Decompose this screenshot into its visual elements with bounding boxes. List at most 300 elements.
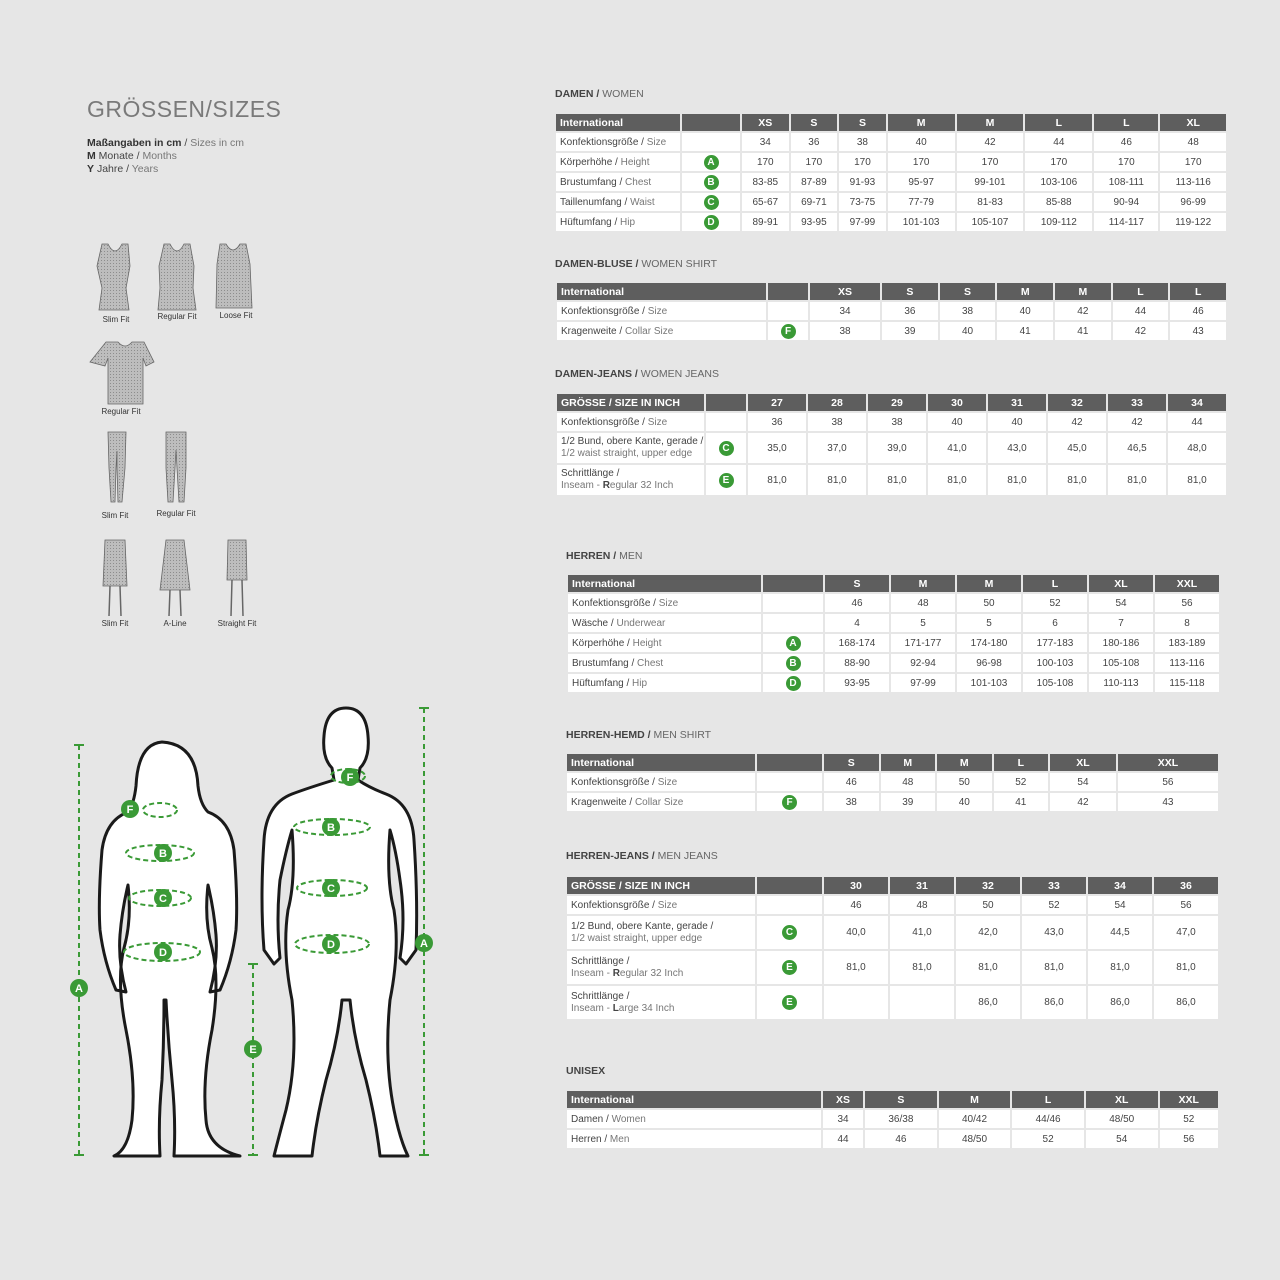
- measure-marker-cell: [757, 896, 822, 914]
- value-cell: 39: [882, 322, 938, 340]
- value-cell: 101-103: [888, 213, 955, 231]
- row-label: Herren / Men: [567, 1130, 821, 1148]
- value-cell: 69-71: [791, 193, 838, 211]
- row-label: Hüftumfang / Hip: [556, 213, 680, 231]
- header-cell: XL: [1160, 114, 1226, 131]
- header-cell: International: [556, 114, 680, 131]
- marker-a-icon: A: [704, 155, 719, 170]
- header-cell: International: [557, 283, 766, 300]
- header-cell: L: [1094, 114, 1158, 131]
- value-cell: 81,0: [956, 951, 1020, 984]
- table-row: [568, 614, 1219, 632]
- size-table-damen: [554, 112, 1228, 233]
- value-cell: 91-93: [839, 173, 886, 191]
- size-table-damen-jeans: [555, 392, 1228, 497]
- value-cell: 56: [1155, 594, 1219, 612]
- row-label: Kragenweite / Collar Size: [557, 322, 766, 340]
- value-cell: 40: [940, 322, 996, 340]
- row-label: Konfektionsgröße / Size: [567, 896, 755, 914]
- size-table-herren-jeans: [565, 875, 1220, 1021]
- row-label: Kragenweite / Collar Size: [567, 793, 755, 811]
- header-cell: XL: [1089, 575, 1153, 592]
- table-row: [557, 465, 1226, 495]
- row-label: Taillenumfang / Waist: [556, 193, 680, 211]
- value-cell: 81,0: [988, 465, 1046, 495]
- value-cell: 48: [1160, 133, 1226, 151]
- value-cell: 46: [824, 773, 879, 791]
- value-cell: 42: [1050, 793, 1116, 811]
- row-label: Damen / Women: [567, 1110, 821, 1128]
- value-cell: 52: [1160, 1110, 1218, 1128]
- value-cell: 90-94: [1094, 193, 1158, 211]
- value-cell: 109-112: [1025, 213, 1092, 231]
- value-cell: 36/38: [865, 1110, 937, 1128]
- value-cell: 92-94: [891, 654, 955, 672]
- tank-top-regular-icon: [158, 244, 196, 310]
- table-row: [557, 433, 1226, 463]
- value-cell: 48/50: [939, 1130, 1011, 1148]
- man-silhouette-icon: [262, 708, 417, 1156]
- value-cell: 43: [1170, 322, 1226, 340]
- value-cell: 43,0: [988, 433, 1046, 463]
- value-cell: 46: [1170, 302, 1226, 320]
- value-cell: 41,0: [928, 433, 986, 463]
- row-label: 1/2 Bund, obere Kante, gerade / 1/2 waist straight, upper edge: [567, 916, 755, 949]
- measure-marker-cell: [682, 193, 740, 211]
- value-cell: 174-180: [957, 634, 1021, 652]
- value-cell: 52: [1012, 1130, 1084, 1148]
- header-cell: S: [865, 1091, 937, 1108]
- value-cell: 43,0: [1022, 916, 1086, 949]
- header-cell: S: [940, 283, 996, 300]
- header-cell: 33: [1022, 877, 1086, 894]
- table-header-row: [567, 754, 1218, 771]
- measure-marker-cell: [763, 594, 823, 612]
- value-cell: 96-98: [957, 654, 1021, 672]
- value-cell: 100-103: [1023, 654, 1087, 672]
- table-header-row: [568, 575, 1219, 592]
- value-cell: 170: [791, 153, 838, 171]
- value-cell: 81,0: [824, 951, 888, 984]
- value-cell: 39,0: [868, 433, 926, 463]
- garment-label: Regular Fit: [156, 509, 196, 518]
- marker-c-icon: C: [719, 441, 734, 456]
- header-cell: XXL: [1118, 754, 1218, 771]
- value-cell: 183-189: [1155, 634, 1219, 652]
- value-cell: 81,0: [1048, 465, 1106, 495]
- marker-b-icon: B: [786, 656, 801, 671]
- pants-slim-icon: [108, 432, 126, 502]
- value-cell: 44: [1168, 413, 1226, 431]
- marker-f-icon: F: [781, 324, 796, 339]
- value-cell: 5: [957, 614, 1021, 632]
- value-cell: 50: [956, 896, 1020, 914]
- value-cell: 36: [791, 133, 838, 151]
- value-cell: 56: [1154, 896, 1218, 914]
- value-cell: 81,0: [1168, 465, 1226, 495]
- value-cell: 46: [824, 896, 888, 914]
- value-cell: 101-103: [957, 674, 1021, 692]
- value-cell: 38: [940, 302, 996, 320]
- row-label: Schrittlänge / Inseam - Regular 32 Inch: [567, 951, 755, 984]
- value-cell: 36: [882, 302, 938, 320]
- value-cell: 99-101: [957, 173, 1024, 191]
- value-cell: 46: [1094, 133, 1158, 151]
- value-cell: 35,0: [748, 433, 806, 463]
- table-row: [567, 896, 1218, 914]
- value-cell: 177-183: [1023, 634, 1087, 652]
- header-cell: L: [1025, 114, 1092, 131]
- value-cell: 52: [1023, 594, 1087, 612]
- svg-text:C: C: [159, 893, 167, 905]
- garment-label: Straight Fit: [217, 619, 257, 628]
- value-cell: 41: [1055, 322, 1111, 340]
- header-cell: L: [1113, 283, 1169, 300]
- value-cell: 47,0: [1154, 916, 1218, 949]
- value-cell: [824, 986, 888, 1019]
- header-cell: 29: [868, 394, 926, 411]
- value-cell: 54: [1050, 773, 1116, 791]
- svg-text:D: D: [327, 939, 335, 951]
- header-cell: M: [937, 754, 992, 771]
- table-row: [568, 674, 1219, 692]
- value-cell: 65-67: [742, 193, 789, 211]
- header-cell: M: [881, 754, 936, 771]
- header-cell: XS: [742, 114, 789, 131]
- body-measurement-figures: [60, 700, 460, 1170]
- value-cell: 77-79: [888, 193, 955, 211]
- svg-text:F: F: [346, 772, 354, 784]
- header-cell: M: [997, 283, 1053, 300]
- value-cell: 73-75: [839, 193, 886, 211]
- header-cell: [768, 283, 808, 300]
- value-cell: 41,0: [890, 916, 954, 949]
- row-label: Brustumfang / Chest: [556, 173, 680, 191]
- header-cell: M: [888, 114, 955, 131]
- measure-marker-cell: [757, 793, 822, 811]
- header-cell: M: [939, 1091, 1011, 1108]
- header-cell: S: [825, 575, 889, 592]
- value-cell: 56: [1160, 1130, 1218, 1148]
- header-cell: XS: [810, 283, 880, 300]
- section-title-damen-bluse: DAMEN-BLUSE / WOMEN SHIRT: [555, 258, 717, 270]
- garment-label: Regular Fit: [101, 407, 141, 416]
- size-table-herren-hemd: [565, 752, 1220, 813]
- header-cell: M: [957, 575, 1021, 592]
- value-cell: 105-108: [1089, 654, 1153, 672]
- header-cell: [706, 394, 746, 411]
- garment-illustrations: [80, 236, 280, 636]
- row-label: Brustumfang / Chest: [568, 654, 761, 672]
- table-row: [556, 173, 1226, 191]
- value-cell: 42: [1108, 413, 1166, 431]
- value-cell: 81-83: [957, 193, 1024, 211]
- value-cell: 5: [891, 614, 955, 632]
- marker-d-icon: D: [786, 676, 801, 691]
- value-cell: 54: [1086, 1130, 1158, 1148]
- header-cell: S: [791, 114, 838, 131]
- garment-label: Slim Fit: [101, 619, 129, 628]
- value-cell: 48,0: [1168, 433, 1226, 463]
- header-cell: 31: [988, 394, 1046, 411]
- value-cell: [890, 986, 954, 1019]
- table-header-row: [557, 394, 1226, 411]
- header-cell: International: [568, 575, 761, 592]
- header-cell: 31: [890, 877, 954, 894]
- value-cell: 4: [825, 614, 889, 632]
- section-title-herren-hemd: HERREN-HEMD / MEN SHIRT: [566, 729, 712, 741]
- table-header-row: [557, 283, 1226, 300]
- header-cell: S: [824, 754, 879, 771]
- value-cell: 81,0: [808, 465, 866, 495]
- value-cell: 108-111: [1094, 173, 1158, 191]
- table-row: [567, 916, 1218, 949]
- section-title-damen: DAMEN / WOMEN: [555, 88, 644, 100]
- value-cell: 42: [1055, 302, 1111, 320]
- row-label: 1/2 Bund, obere Kante, gerade / 1/2 waist straight, upper edge: [557, 433, 704, 463]
- table-row: [567, 773, 1218, 791]
- value-cell: 36: [748, 413, 806, 431]
- row-label: Konfektionsgröße / Size: [568, 594, 761, 612]
- table-row: [556, 153, 1226, 171]
- svg-text:A: A: [420, 938, 428, 950]
- marker-c-icon: C: [704, 195, 719, 210]
- legend-months: M Monate / Months: [87, 150, 177, 162]
- row-label: Körperhöhe / Height: [568, 634, 761, 652]
- svg-text:A: A: [75, 983, 83, 995]
- value-cell: 171-177: [891, 634, 955, 652]
- value-cell: 86,0: [1154, 986, 1218, 1019]
- garment-label: Regular Fit: [157, 312, 197, 321]
- table-row: [556, 193, 1226, 211]
- header-cell: 27: [748, 394, 806, 411]
- value-cell: 43: [1118, 793, 1218, 811]
- row-label: Körperhöhe / Height: [556, 153, 680, 171]
- page-title: GRÖSSEN/SIZES: [87, 96, 282, 122]
- value-cell: 54: [1089, 594, 1153, 612]
- value-cell: 42: [957, 133, 1024, 151]
- header-cell: 28: [808, 394, 866, 411]
- table-row: [568, 654, 1219, 672]
- measure-marker-cell: [763, 614, 823, 632]
- marker-e-icon: E: [782, 995, 797, 1010]
- value-cell: 46,5: [1108, 433, 1166, 463]
- header-cell: 30: [824, 877, 888, 894]
- value-cell: 170: [1025, 153, 1092, 171]
- header-cell: 32: [1048, 394, 1106, 411]
- marker-b-icon: B: [704, 175, 719, 190]
- value-cell: 42,0: [956, 916, 1020, 949]
- header-cell: 30: [928, 394, 986, 411]
- table-row: [557, 413, 1226, 431]
- header-cell: XS: [823, 1091, 863, 1108]
- value-cell: 44/46: [1012, 1110, 1084, 1128]
- garment-label: A-Line: [163, 619, 187, 628]
- tshirt-regular-icon: [90, 342, 154, 404]
- row-label: Schrittlänge / Inseam - Regular 32 Inch: [557, 465, 704, 495]
- row-label: Schrittlänge / Inseam - Large 34 Inch: [567, 986, 755, 1019]
- size-table-herren: [566, 573, 1221, 694]
- header-cell: International: [567, 1091, 821, 1108]
- value-cell: 97-99: [839, 213, 886, 231]
- value-cell: 44,5: [1088, 916, 1152, 949]
- header-cell: L: [1023, 575, 1087, 592]
- value-cell: 110-113: [1089, 674, 1153, 692]
- value-cell: 81,0: [1108, 465, 1166, 495]
- table-row: [567, 1130, 1218, 1148]
- value-cell: 38: [810, 322, 880, 340]
- value-cell: 48/50: [1086, 1110, 1158, 1128]
- garment-label: Slim Fit: [102, 315, 130, 324]
- value-cell: 50: [937, 773, 992, 791]
- value-cell: 37,0: [808, 433, 866, 463]
- value-cell: 56: [1118, 773, 1218, 791]
- tank-top-loose-icon: [216, 244, 252, 308]
- value-cell: 40: [928, 413, 986, 431]
- value-cell: 85-88: [1025, 193, 1092, 211]
- row-label: Wäsche / Underwear: [568, 614, 761, 632]
- skirt-slim-icon: [103, 540, 127, 616]
- marker-e-icon: E: [719, 473, 734, 488]
- value-cell: 45,0: [1048, 433, 1106, 463]
- value-cell: 48: [891, 594, 955, 612]
- measure-marker-cell: [757, 773, 822, 791]
- value-cell: 38: [808, 413, 866, 431]
- table-row: [567, 793, 1218, 811]
- table-header-row: [567, 877, 1218, 894]
- value-cell: 86,0: [1088, 986, 1152, 1019]
- value-cell: 170: [1160, 153, 1226, 171]
- value-cell: 81,0: [868, 465, 926, 495]
- header-cell: 36: [1154, 877, 1218, 894]
- svg-text:F: F: [126, 804, 134, 816]
- value-cell: 38: [824, 793, 879, 811]
- header-cell: International: [567, 754, 755, 771]
- marker-d-icon: D: [704, 215, 719, 230]
- skirt-a-line-icon: [160, 540, 190, 616]
- measure-marker-cell: [757, 916, 822, 949]
- value-cell: 34: [742, 133, 789, 151]
- value-cell: 93-95: [791, 213, 838, 231]
- svg-text:B: B: [327, 822, 335, 834]
- svg-text:C: C: [327, 883, 335, 895]
- header-cell: 32: [956, 877, 1020, 894]
- value-cell: 168-174: [825, 634, 889, 652]
- value-cell: 81,0: [1088, 951, 1152, 984]
- value-cell: 115-118: [1155, 674, 1219, 692]
- section-title-herren: HERREN / MEN: [566, 550, 643, 562]
- value-cell: 81,0: [1022, 951, 1086, 984]
- value-cell: 105-107: [957, 213, 1024, 231]
- value-cell: 81,0: [928, 465, 986, 495]
- value-cell: 38: [868, 413, 926, 431]
- tank-top-slim-icon: [97, 244, 130, 310]
- table-row: [567, 951, 1218, 984]
- header-cell: [763, 575, 823, 592]
- legend-units: Maßangaben in cm / Sizes in cm: [87, 137, 244, 149]
- value-cell: 103-106: [1025, 173, 1092, 191]
- table-row: [568, 594, 1219, 612]
- header-cell: [757, 754, 822, 771]
- value-cell: 97-99: [891, 674, 955, 692]
- header-cell: GRÖSSE / SIZE IN INCH: [567, 877, 755, 894]
- value-cell: 170: [742, 153, 789, 171]
- value-cell: 113-116: [1160, 173, 1226, 191]
- measure-marker-cell: [682, 213, 740, 231]
- legend-years: Y Jahre / Years: [87, 163, 159, 175]
- header-cell: M: [1055, 283, 1111, 300]
- row-label: Konfektionsgröße / Size: [557, 302, 766, 320]
- header-cell: [682, 114, 740, 131]
- value-cell: 8: [1155, 614, 1219, 632]
- row-label: Konfektionsgröße / Size: [567, 773, 755, 791]
- header-cell: M: [957, 114, 1024, 131]
- value-cell: 40: [997, 302, 1053, 320]
- measure-marker-cell: [682, 173, 740, 191]
- value-cell: 41: [994, 793, 1049, 811]
- value-cell: 34: [823, 1110, 863, 1128]
- measure-marker-cell: [763, 674, 823, 692]
- value-cell: 113-116: [1155, 654, 1219, 672]
- measure-marker-cell: [706, 413, 746, 431]
- value-cell: 42: [1113, 322, 1169, 340]
- svg-text:E: E: [249, 1044, 257, 1056]
- header-cell: XL: [1086, 1091, 1158, 1108]
- value-cell: 39: [881, 793, 936, 811]
- value-cell: 6: [1023, 614, 1087, 632]
- value-cell: 105-108: [1023, 674, 1087, 692]
- value-cell: 170: [839, 153, 886, 171]
- value-cell: 7: [1089, 614, 1153, 632]
- value-cell: 40: [988, 413, 1046, 431]
- marker-c-icon: C: [782, 925, 797, 940]
- value-cell: 89-91: [742, 213, 789, 231]
- value-cell: 81,0: [890, 951, 954, 984]
- measure-marker-cell: [768, 302, 808, 320]
- size-table-unisex: [565, 1089, 1220, 1150]
- measure-marker-cell: [757, 986, 822, 1019]
- header-cell: GRÖSSE / SIZE IN INCH: [557, 394, 704, 411]
- row-label: Konfektionsgröße / Size: [557, 413, 704, 431]
- measure-marker-cell: [682, 133, 740, 151]
- value-cell: 170: [1094, 153, 1158, 171]
- header-cell: 34: [1088, 877, 1152, 894]
- table-row: [568, 634, 1219, 652]
- value-cell: 119-122: [1160, 213, 1226, 231]
- section-title-unisex: UNISEX: [566, 1065, 606, 1077]
- value-cell: 48: [890, 896, 954, 914]
- value-cell: 114-117: [1094, 213, 1158, 231]
- header-cell: L: [994, 754, 1049, 771]
- header-cell: 34: [1168, 394, 1226, 411]
- value-cell: 54: [1088, 896, 1152, 914]
- pants-regular-icon: [166, 432, 186, 502]
- value-cell: 40/42: [939, 1110, 1011, 1128]
- garment-label: Slim Fit: [101, 511, 129, 520]
- value-cell: 48: [881, 773, 936, 791]
- row-label: Hüftumfang / Hip: [568, 674, 761, 692]
- measure-marker-cell: [682, 153, 740, 171]
- marker-e-icon: E: [782, 960, 797, 975]
- value-cell: 34: [810, 302, 880, 320]
- value-cell: 81,0: [748, 465, 806, 495]
- value-cell: 40,0: [824, 916, 888, 949]
- value-cell: 52: [1022, 896, 1086, 914]
- value-cell: 170: [957, 153, 1024, 171]
- value-cell: 52: [994, 773, 1049, 791]
- header-cell: M: [891, 575, 955, 592]
- value-cell: 170: [888, 153, 955, 171]
